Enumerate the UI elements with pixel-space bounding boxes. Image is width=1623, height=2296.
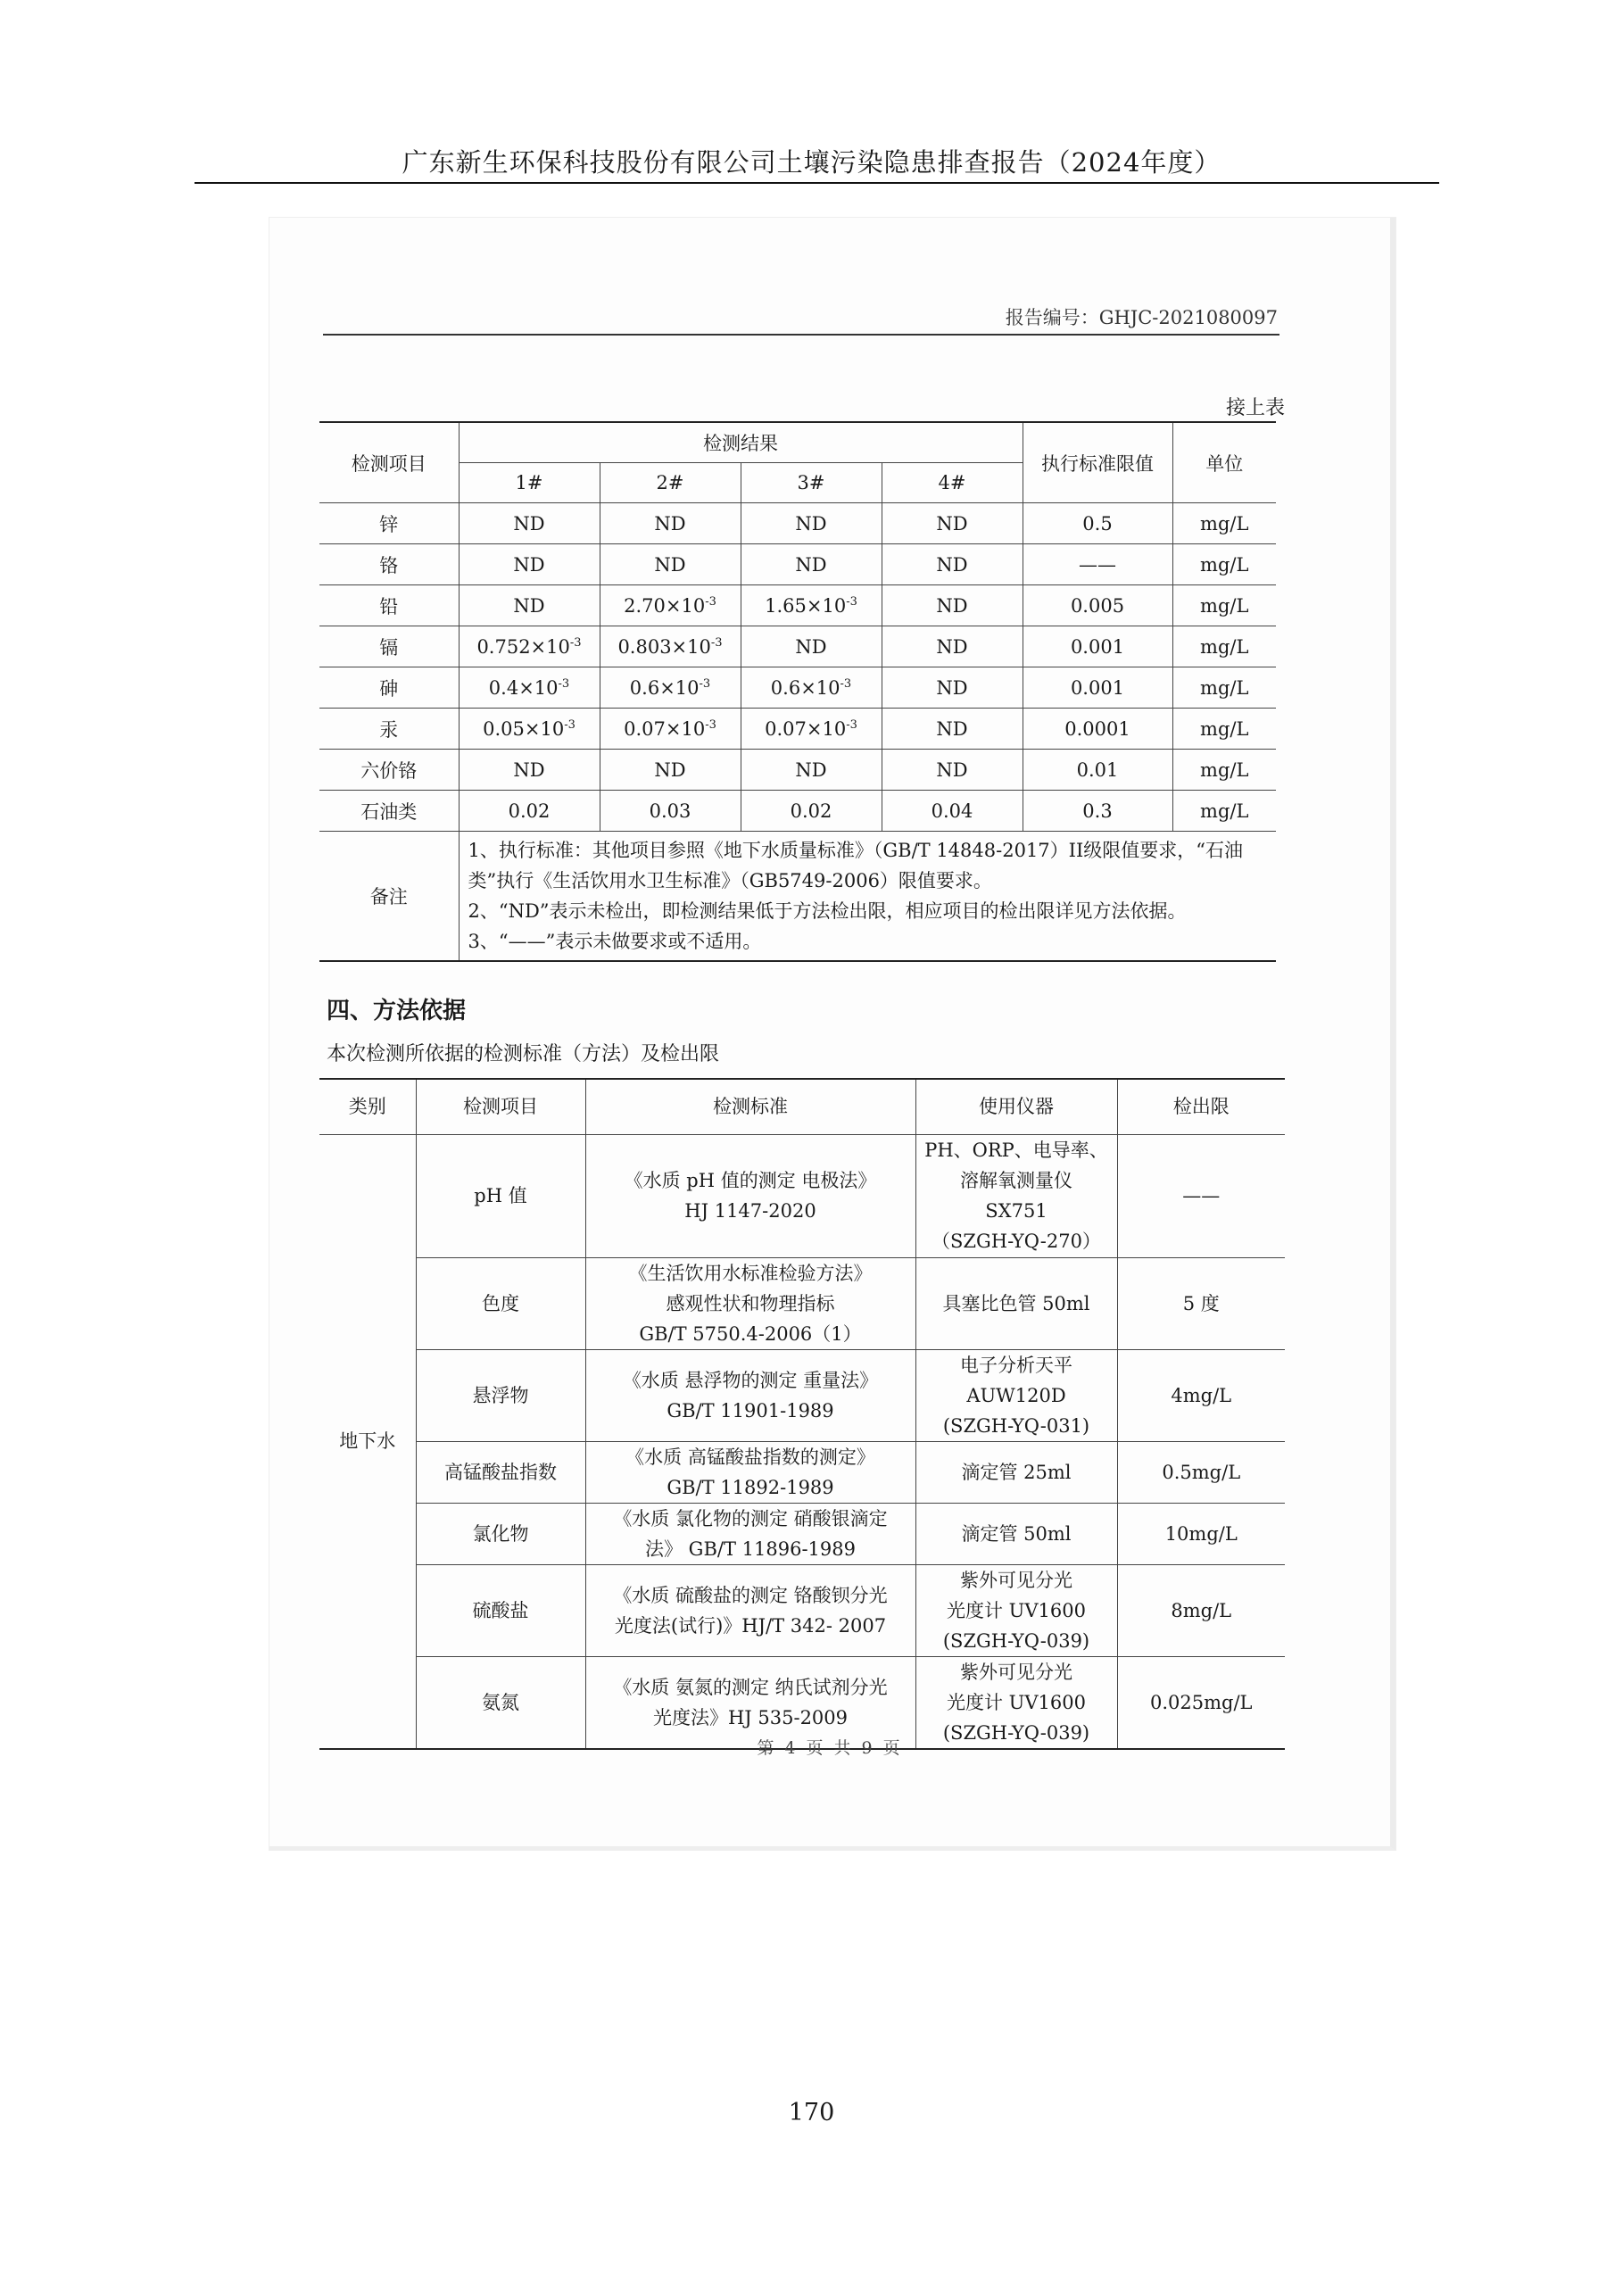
cell-unit: mg/L bbox=[1172, 626, 1276, 667]
page-number: 170 bbox=[788, 2099, 835, 2126]
standard-line: 《水质 硫酸盐的测定 铬酸钡分光 bbox=[613, 1584, 888, 1606]
standard-line: 法》 GB/T 11896-1989 bbox=[645, 1538, 856, 1560]
cell-limit: 0.0001 bbox=[1023, 709, 1172, 750]
remark-line: 3、“——”表示未做要求或不适用。 bbox=[468, 931, 762, 952]
cell-limit: 10mg/L bbox=[1117, 1503, 1285, 1564]
header-item: 检测项目 bbox=[319, 422, 459, 503]
header-result: 检测结果 bbox=[459, 422, 1023, 463]
header-point: 3# bbox=[741, 463, 882, 503]
cell-value: $0.05\times 10^{-3}$ bbox=[459, 709, 600, 750]
cell-item: 石油类 bbox=[319, 791, 459, 832]
methods-header: 检测项目 bbox=[416, 1079, 585, 1134]
table-row bbox=[319, 750, 1276, 791]
page-header: 广东新生环保科技股份有限公司土壤污染隐患排查报告（2024年度） bbox=[402, 147, 1221, 178]
instrument-line: PH、ORP、电导率、 bbox=[924, 1140, 1108, 1161]
standard-line: GB/T 11892-1989 bbox=[667, 1476, 834, 1498]
results-table bbox=[319, 421, 1276, 962]
cell-limit: 4mg/L bbox=[1117, 1349, 1285, 1441]
header-point: 4# bbox=[882, 463, 1023, 503]
cell-item: 高锰酸盐指数 bbox=[416, 1441, 585, 1503]
table-row bbox=[319, 709, 1276, 750]
methods-header: 类别 bbox=[319, 1079, 416, 1134]
cell-value: ND bbox=[882, 750, 1023, 791]
instrument-line: 光度计 UV1600 bbox=[947, 1691, 1086, 1713]
cell-value: ND bbox=[741, 503, 882, 544]
cell-unit: mg/L bbox=[1172, 750, 1276, 791]
cell-item: 锌 bbox=[319, 503, 459, 544]
report-number: 报告编号：GHJC-2021080097 bbox=[1005, 307, 1278, 328]
cell-instrument bbox=[915, 1349, 1117, 1441]
methods-table bbox=[319, 1078, 1285, 1750]
cell-item: 铬 bbox=[319, 544, 459, 585]
instrument-line: 紫外可见分光 bbox=[960, 1661, 1072, 1683]
cell-value: $2.70\times 10^{-3}$ bbox=[600, 585, 741, 626]
remark-text bbox=[459, 832, 1276, 962]
cell-standard bbox=[585, 1349, 915, 1441]
cell-item: 硫酸盐 bbox=[416, 1564, 585, 1656]
table-row bbox=[319, 585, 1276, 626]
cell-item: 色度 bbox=[416, 1257, 585, 1349]
cell-value: 0.03 bbox=[600, 791, 741, 832]
remark-line: 1、执行标准：其他项目参照《地下水质量标准》（GB/T 14848-2017）II级限值要求，“石油类”执行《生活饮用水卫生标准》（GB5749-2006）限值要求。 bbox=[468, 840, 1243, 891]
cell-value: ND bbox=[882, 503, 1023, 544]
cell-value: $0.07\times 10^{-3}$ bbox=[600, 709, 741, 750]
cell-standard bbox=[585, 1257, 915, 1349]
cell-limit: 0.01 bbox=[1023, 750, 1172, 791]
cell-value: $0.752\times 10^{-3}$ bbox=[459, 626, 600, 667]
cell-limit: 8mg/L bbox=[1117, 1564, 1285, 1656]
cell-value: ND bbox=[741, 544, 882, 585]
table-row bbox=[319, 1257, 1285, 1349]
cell-item: 镉 bbox=[319, 626, 459, 667]
standard-line: GB/T 11901-1989 bbox=[667, 1399, 834, 1422]
table-row bbox=[319, 1503, 1285, 1564]
standard-line: 《水质 悬浮物的测定 重量法》 bbox=[622, 1369, 879, 1391]
table-row bbox=[319, 667, 1276, 709]
cell-value: ND bbox=[600, 544, 741, 585]
standard-line: 《水质 氨氮的测定 纳氏试剂分光 bbox=[613, 1676, 888, 1698]
instrument-line: 紫外可见分光 bbox=[960, 1569, 1072, 1591]
cell-item: 汞 bbox=[319, 709, 459, 750]
cell-limit: —— bbox=[1117, 1134, 1285, 1257]
table-row bbox=[319, 1564, 1285, 1656]
table-row bbox=[319, 791, 1276, 832]
cell-limit: 0.001 bbox=[1023, 626, 1172, 667]
standard-line: 《水质 高锰酸盐指数的测定》 bbox=[625, 1446, 875, 1468]
table-row bbox=[319, 544, 1276, 585]
cell-instrument bbox=[915, 1503, 1117, 1564]
table-row bbox=[319, 1349, 1285, 1441]
methods-header: 检出限 bbox=[1117, 1079, 1285, 1134]
remark-row bbox=[319, 832, 1276, 962]
instrument-line: (SZGH-YQ-031) bbox=[942, 1414, 1090, 1437]
cell-value: $0.4\times 10^{-3}$ bbox=[459, 667, 600, 709]
standard-line: GB/T 5750.4-2006（1） bbox=[639, 1322, 862, 1345]
section-title: 四、方法依据 bbox=[327, 998, 467, 1024]
cell-unit: mg/L bbox=[1172, 791, 1276, 832]
cell-item: pH 值 bbox=[416, 1134, 585, 1257]
table-row bbox=[319, 626, 1276, 667]
cell-value: ND bbox=[882, 709, 1023, 750]
cell-unit: mg/L bbox=[1172, 503, 1276, 544]
cell-item: 铅 bbox=[319, 585, 459, 626]
instrument-line: (SZGH-YQ-039) bbox=[942, 1721, 1090, 1744]
cell-value: $0.6\times 10^{-3}$ bbox=[600, 667, 741, 709]
cell-limit: 0.025mg/L bbox=[1117, 1656, 1285, 1749]
cell-value: $1.65\times 10^{-3}$ bbox=[741, 585, 882, 626]
instrument-line: (SZGH-YQ-039) bbox=[942, 1629, 1090, 1652]
scan-page-footer: 第 4 页 共 9 页 bbox=[757, 1738, 903, 1758]
cell-standard bbox=[585, 1134, 915, 1257]
cell-instrument bbox=[915, 1134, 1117, 1257]
cell-standard bbox=[585, 1503, 915, 1564]
instrument-line: 电子分析天平 bbox=[960, 1354, 1072, 1376]
header-point: 1# bbox=[459, 463, 600, 503]
cell-standard bbox=[585, 1564, 915, 1656]
instrument-line: SX751 bbox=[985, 1200, 1047, 1222]
cell-item: 六价铬 bbox=[319, 750, 459, 791]
cell-limit: 0.001 bbox=[1023, 667, 1172, 709]
table-row bbox=[319, 1134, 1285, 1257]
cell-item: 砷 bbox=[319, 667, 459, 709]
cell-item: 氨氮 bbox=[416, 1656, 585, 1749]
instrument-line: 溶解氧测量仪 bbox=[960, 1170, 1072, 1191]
cell-value: 0.02 bbox=[741, 791, 882, 832]
cell-value: $0.803\times 10^{-3}$ bbox=[600, 626, 741, 667]
cell-instrument bbox=[915, 1441, 1117, 1503]
header-point: 2# bbox=[600, 463, 741, 503]
cell-limit: —— bbox=[1023, 544, 1172, 585]
cell-limit: 0.005 bbox=[1023, 585, 1172, 626]
header-unit: 单位 bbox=[1172, 422, 1276, 503]
cell-unit: mg/L bbox=[1172, 667, 1276, 709]
instrument-line: 滴定管 25ml bbox=[961, 1461, 1072, 1483]
cell-value: ND bbox=[882, 585, 1023, 626]
cell-item: 悬浮物 bbox=[416, 1349, 585, 1441]
cell-value: ND bbox=[459, 750, 600, 791]
cell-value: $0.07\times 10^{-3}$ bbox=[741, 709, 882, 750]
header-limit: 执行标准限值 bbox=[1023, 422, 1172, 503]
cell-limit: 0.5mg/L bbox=[1117, 1441, 1285, 1503]
cell-value: ND bbox=[882, 626, 1023, 667]
cell-value: 0.04 bbox=[882, 791, 1023, 832]
cell-limit: 0.5 bbox=[1023, 503, 1172, 544]
report-rule bbox=[323, 334, 1279, 336]
standard-line: 光度法(试行)》HJ/T 342- 2007 bbox=[614, 1614, 887, 1637]
cell-value: ND bbox=[459, 585, 600, 626]
cell-value: ND bbox=[600, 750, 741, 791]
methods-header: 检测标准 bbox=[585, 1079, 915, 1134]
instrument-line: （SZGH-YQ-270） bbox=[932, 1231, 1101, 1252]
scanned-report-page bbox=[269, 218, 1395, 1850]
cell-unit: mg/L bbox=[1172, 585, 1276, 626]
standard-line: HJ 1147-2020 bbox=[684, 1200, 816, 1222]
section-intro: 本次检测所依据的检测标准（方法）及检出限 bbox=[327, 1043, 720, 1065]
cell-value: ND bbox=[600, 503, 741, 544]
remark-label: 备注 bbox=[319, 832, 459, 962]
instrument-line: AUW120D bbox=[966, 1384, 1066, 1406]
standard-line: 《生活饮用水标准检验方法》 bbox=[628, 1262, 873, 1284]
table-row bbox=[319, 1441, 1285, 1503]
cell-value: ND bbox=[741, 750, 882, 791]
remark-line: 2、“ND”表示未检出，即检测结果低于方法检出限，相应项目的检出限详见方法依据。 bbox=[468, 900, 1187, 922]
cell-unit: mg/L bbox=[1172, 544, 1276, 585]
cell-instrument bbox=[915, 1257, 1117, 1349]
instrument-line: 滴定管 50ml bbox=[961, 1522, 1072, 1545]
continued-label: 接上表 bbox=[1225, 397, 1285, 419]
table-row bbox=[319, 503, 1276, 544]
standard-line: 《水质 氯化物的测定 硝酸银滴定 bbox=[613, 1507, 888, 1529]
cell-value: ND bbox=[459, 544, 600, 585]
cell-value: ND bbox=[882, 667, 1023, 709]
cell-value: 0.02 bbox=[459, 791, 600, 832]
methods-header: 使用仪器 bbox=[915, 1079, 1117, 1134]
cell-value: $0.6\times 10^{-3}$ bbox=[741, 667, 882, 709]
instrument-line: 具塞比色管 50ml bbox=[942, 1292, 1090, 1314]
instrument-line: 光度计 UV1600 bbox=[947, 1599, 1086, 1621]
cell-standard bbox=[585, 1441, 915, 1503]
cell-limit: 5 度 bbox=[1117, 1257, 1285, 1349]
cell-item: 氯化物 bbox=[416, 1503, 585, 1564]
cell-instrument bbox=[915, 1564, 1117, 1656]
cell-limit: 0.3 bbox=[1023, 791, 1172, 832]
standard-line: 光度法》HJ 535-2009 bbox=[652, 1706, 849, 1728]
header-rule bbox=[195, 182, 1439, 184]
standard-line: 《水质 pH 值的测定 电极法》 bbox=[624, 1170, 877, 1191]
cell-unit: mg/L bbox=[1172, 709, 1276, 750]
standard-line: 感观性状和物理指标 bbox=[666, 1292, 835, 1314]
cell-value: ND bbox=[741, 626, 882, 667]
cell-value: ND bbox=[882, 544, 1023, 585]
cell-value: ND bbox=[459, 503, 600, 544]
cell-category: 地下水 bbox=[319, 1134, 416, 1749]
